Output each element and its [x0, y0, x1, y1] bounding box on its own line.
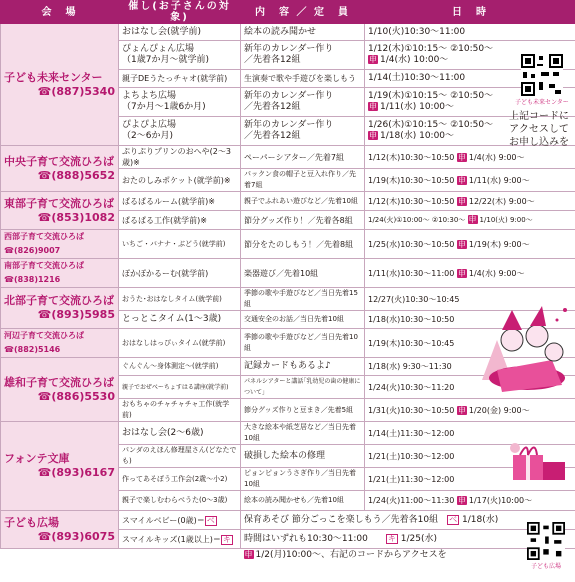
content-cell: 記録カードもあるよ♪	[241, 358, 365, 376]
content-cell: 親子でふれあい遊びなど／先着10組	[241, 192, 365, 211]
content-cell: 絵本の読み聞かせも／先着10組	[241, 491, 365, 511]
venue-name: 西部子育て交流ひろば	[4, 232, 84, 241]
header-venue: 会 場	[1, 1, 119, 24]
date-cell: 1/24(火)①10:00～ ②10:30～ 申 1/10(火) 9:00～	[365, 211, 575, 230]
header-event: 催し(お子さんの対象)	[119, 1, 241, 24]
venue-kawabe	[1, 329, 119, 358]
apply-mark: 申	[457, 175, 466, 185]
qr-code-hiroba[interactable]	[527, 522, 565, 570]
venue-tel: ☎(886)5530	[37, 389, 115, 403]
date-cell: 1/24(火)11:00～11:30 申 1/17(火)10:00～	[365, 491, 575, 511]
apply-mark: 申	[457, 239, 466, 249]
venue-name: 中央子育て交流ひろば	[4, 154, 114, 168]
content-cell: ペーパーシアター／先着7組	[241, 146, 365, 169]
venue-name: フォンテ文庫	[4, 452, 70, 465]
event-cell: 親子DEうたっチャオ(就学前)	[119, 70, 241, 88]
event-cell: ぷりぷりプリンのおへや(2～3歳)※	[119, 146, 241, 169]
content-cell: ピョンピョンうさぎ作り／当日先着10組	[241, 468, 365, 491]
content-cell: 季節の歌や手遊びなど／当日先着10組	[241, 329, 365, 358]
event-cell: ぱるぱるルーム(就学前)※	[119, 192, 241, 211]
event-cell: スマイルベビー(0歳)＝ ベ	[119, 511, 241, 530]
content-cell: 新年のカレンダー作り ／先着各12組	[241, 41, 365, 70]
be-mark: ベ	[449, 514, 458, 524]
venue-fonte	[1, 422, 119, 511]
venue-tel: ☎(882)5146	[4, 345, 61, 354]
event-cell: おもちゃのチャチャチャ工作(就学前)	[119, 399, 241, 422]
date-cell: 1/24(火)10:30～11:20	[365, 376, 575, 399]
content-cell: 交通安全のお話／当日先着10組	[241, 311, 365, 329]
side-note: 上記コードに アクセスして お申し込みを	[509, 111, 569, 148]
venue-name: 子ども広場	[4, 515, 59, 529]
venue-tel: ☎(887)5340	[37, 84, 115, 98]
qr-code-mirai[interactable]	[515, 54, 569, 106]
date-cell: 1/21(土)11:30～12:00	[365, 468, 575, 491]
date-cell: 1/12(木)10:30～10:50 申 12/22(木) 9:00～	[365, 192, 575, 211]
venue-name: 雄和子育て交流ひろば	[4, 375, 114, 389]
event-cell: スマイルキッズ(1歳以上)＝ キ	[119, 530, 241, 549]
event-cell: ぱるぱる工作(就学前)※	[119, 211, 241, 230]
venue-tel: ☎(893)5985	[37, 308, 115, 321]
header-datetime: 日 時	[365, 1, 575, 24]
event-cell: ぽかぽかるーむ(就学前)	[119, 259, 241, 288]
venue-seibu	[1, 230, 119, 259]
event-cell: おたのしみポケット(就学前)※	[119, 169, 241, 192]
apply-mark: 申	[457, 196, 466, 206]
apply-mark: 申	[369, 131, 377, 140]
venue-hokubu	[1, 288, 119, 329]
venue-tel: ☎(838)1216	[4, 275, 61, 284]
event-cell: いちご・バナナ・ぶどう(就学前)	[119, 230, 241, 259]
apply-mark: 申	[369, 55, 377, 64]
venue-kodomo-mirai	[1, 24, 119, 146]
venue-nanbu	[1, 259, 119, 288]
event-cell: おはなし会(2～6歳)	[119, 422, 241, 445]
event-cell: パンダのえほん修理屋さん(どなたでも)	[119, 445, 241, 468]
venue-name: 南部子育て交流ひろば	[4, 261, 84, 270]
event-cell: おはなし会(就学前)	[119, 24, 241, 41]
date-cell: 1/25(水)10:30～10:50 申 1/19(木) 9:00～	[365, 230, 575, 259]
apply-mark: 申	[244, 549, 253, 559]
ki-mark: キ	[387, 533, 396, 543]
venue-name: 東部子育て交流ひろば	[4, 196, 114, 210]
apply-mark: 申	[457, 152, 466, 162]
content-cell: 楽器遊び／先着10組	[241, 259, 365, 288]
content-cell: 生演奏で歌や手遊びを楽しもう	[241, 70, 365, 88]
date-cell: 1/26(木)①10:15～ ②10:50～ 申 1/18(水) 10:00～	[365, 117, 575, 146]
date-cell: 1/19(木)10:30～10:45	[365, 329, 575, 358]
event-cell: とっとこタイム(1～3歳)	[119, 311, 241, 329]
content-cell: 節分グッズ作りと豆まき／先着5組	[241, 399, 365, 422]
venue-tel: ☎(888)5652	[37, 168, 115, 182]
apply-mark: 申	[457, 405, 466, 415]
event-cell: おはなしはっぴぃタイム(就学前)	[119, 329, 241, 358]
event-cell: よちよち広場 （7か月～1歳6か月)	[119, 88, 241, 117]
event-cell: ぴょんぴょん広場 （1歳7か月～就学前)	[119, 41, 241, 70]
venue-name: 子ども未来センター	[4, 70, 103, 84]
content-cell: パックン食の帽子と豆入れ作り／先着7組	[241, 169, 365, 192]
date-cell: 1/12(木)10:30～10:50 申 1/4(水) 9:00～	[365, 146, 575, 169]
date-cell: 1/19(木)10:30～10:50 申 1/11(水) 9:00～	[365, 169, 575, 192]
date-cell: 1/18(水) 9:30～11:30	[365, 358, 575, 376]
content-cell: 節分グッズ作り！／先着各8組	[241, 211, 365, 230]
apply-mark: 申	[457, 496, 466, 505]
venue-yuwa	[1, 358, 119, 422]
content-cell: 新年のカレンダー作り ／先着各12組	[241, 88, 365, 117]
venue-tobu	[1, 192, 119, 230]
venue-tel: ☎(853)1082	[37, 210, 115, 224]
content-cell: 節分をたのしもう！／先着8組	[241, 230, 365, 259]
header-content: 内 容 ／ 定 員	[241, 1, 365, 24]
apply-mark: 申	[457, 268, 466, 278]
venue-tel: ☎(893)6075	[37, 529, 115, 543]
content-cell: 絵本の読み聞かせ	[241, 24, 365, 41]
apply-mark: 申	[468, 214, 477, 224]
ki-mark: キ	[222, 534, 231, 544]
content-cell: 破損した絵本の修理	[241, 445, 365, 468]
qr-code-icon	[521, 54, 563, 96]
date-cell: 1/21(土)10:30～12:00	[365, 445, 575, 468]
content-cell: パネルシアターと講話｢乳幼児の歯の健康について｣	[241, 376, 365, 399]
date-cell: 1/14(土)11:30～12:00	[365, 422, 575, 445]
qr-caption: 子ども未来センター	[515, 99, 569, 106]
content-cell: 新年のカレンダー作り ／先着各12組	[241, 117, 365, 146]
event-cell: 親子でおぜべーちょすはる講座(就学前)	[119, 376, 241, 399]
date-cell: 1/18(水)10:30～10:50	[365, 311, 575, 329]
qr-caption: 子ども広場	[530, 563, 561, 570]
event-cell: ぴよぴよ広場 （2～6か月)	[119, 117, 241, 146]
venue-name: 北部子育て交流ひろば	[4, 294, 114, 307]
date-cell: 1/31(火)10:30～10:50 申 1/20(金) 9:00～	[365, 399, 575, 422]
content-cell: 時間はいずれも10:30～11:00 キ 1/25(水)	[241, 530, 575, 549]
date-cell: 1/14(土)10:30～11:00	[365, 70, 575, 88]
event-cell: ぐんぐん～身体測定～(就学前)	[119, 358, 241, 376]
qr-code-icon	[527, 522, 565, 560]
date-cell: 1/10(火)10:30～11:00	[365, 24, 575, 41]
event-cell: 作ってあそぼう工作会(2歳～小2)	[119, 468, 241, 491]
kids-celebration-illustration	[472, 300, 572, 395]
date-cell: 12/27(火)10:30～10:45	[365, 288, 575, 311]
venue-tel: ☎(893)6167	[37, 466, 115, 479]
gift-box-illustration	[505, 430, 570, 485]
content-cell: 保育あそび 節分ごっこを楽しもう／先着各10組 ベ 1/18(水)	[241, 511, 575, 530]
footer-note: 申 1/2(月)10:00～、右記のコードからアクセスを	[244, 549, 447, 560]
content-cell: 季節の歌や手遊びなど／当日先着15組	[241, 288, 365, 311]
venue-name: 河辺子育て交流ひろば	[4, 331, 84, 340]
content-cell: 大きな絵本や紙芝居など／当日先着10組	[241, 422, 365, 445]
be-mark: ベ	[206, 515, 215, 525]
venue-chuo	[1, 146, 119, 192]
date-cell: 1/11(水)10:30～11:00 申 1/4(水) 9:00～	[365, 259, 575, 288]
event-cell: 親子で楽しむわらべうた(0～3歳)	[119, 491, 241, 511]
venue-kodomo-hiroba	[1, 511, 119, 549]
event-cell: おうた･おはなしタイム(就学前)	[119, 288, 241, 311]
apply-mark: 申	[369, 102, 377, 111]
date-cell: 1/12(木)①10:15～ ②10:50～ 申 1/4(水) 10:00～	[365, 41, 575, 70]
venue-tel: ☎(826)9007	[4, 246, 61, 255]
date-cell: 1/19(木)①10:15～ ②10:50～ 申 1/11(水) 10:00～	[365, 88, 575, 117]
